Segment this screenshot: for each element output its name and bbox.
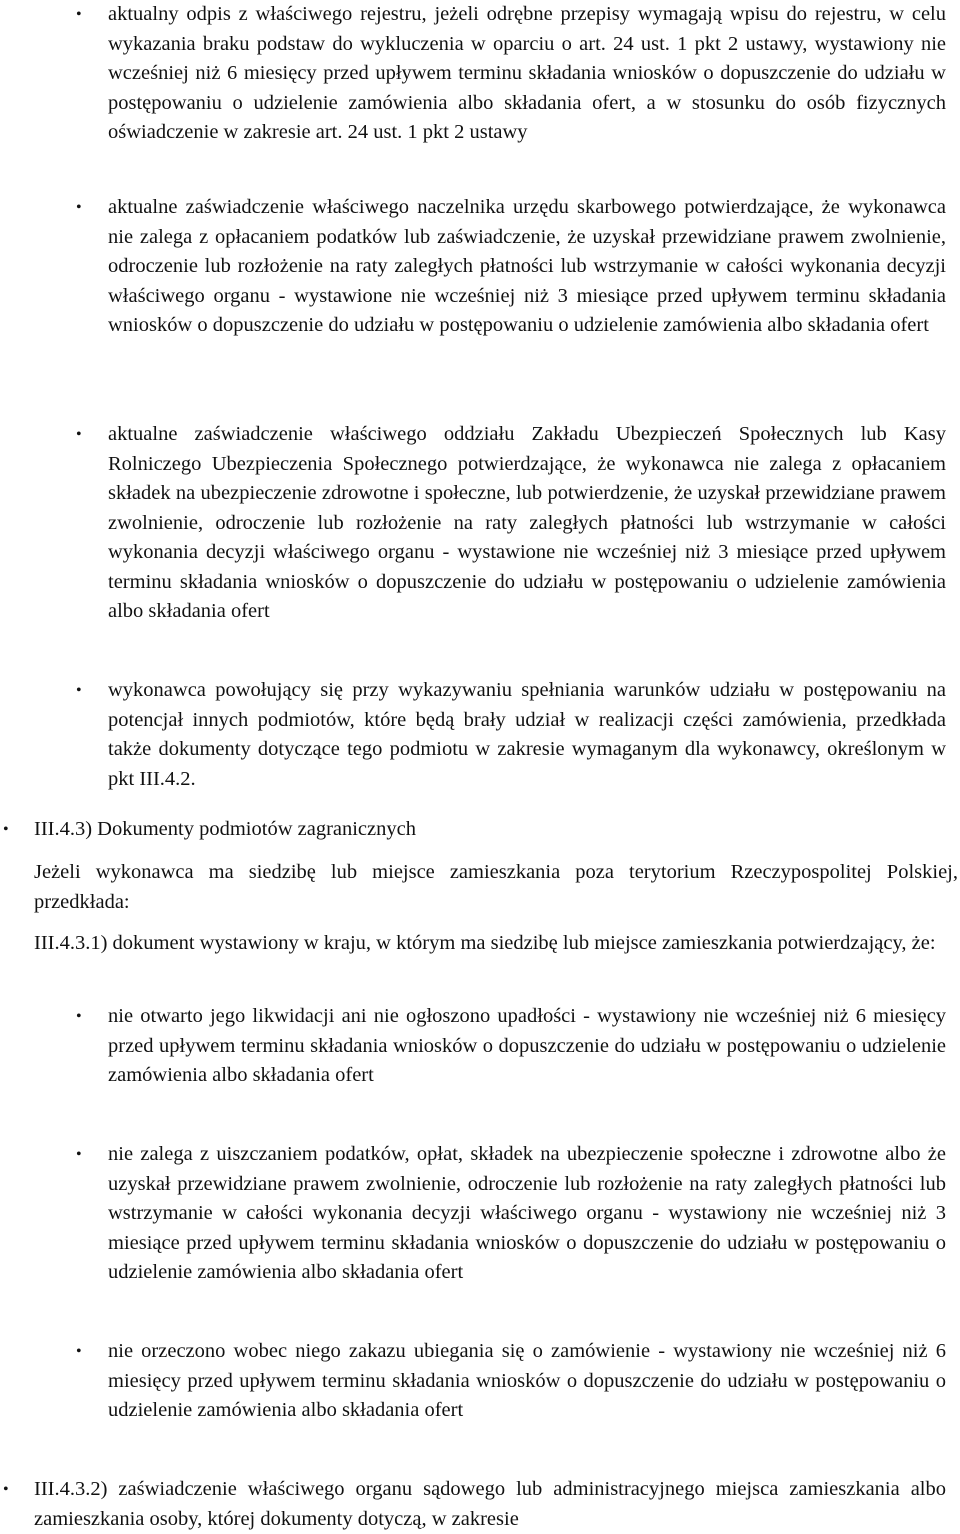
list-item-text: III.4.3.2) zaświadczenie właściwego organu sądowego lub administracyjnego miejsca zamieszkania albo zamieszkania osoby, której dokumenty dotyczą, w zakresie: [34, 1478, 946, 1530]
list-item-text: aktualne zaświadczenie właściwego oddziału Zakładu Ubezpieczeń Społecznych lub Kasy Rolniczego Ubezpieczenia Społecznego potwierdzające, że wykonawca nie zalega z opłacaniem składek na ubezpieczenie zdrowotne i społeczne, lub potwierdzenie, że uzyskał przewidziane prawem zwolnienie, odroczenie lub rozłożenie na raty zaległych płatności lub wstrzymanie w całości wykonania decyzji właściwego organu - wystawione nie wcześniej niż 3 miesiące przed upływem terminu składania wniosków o dopuszczenie do udziału w postępowaniu o udzielenie zamówienia albo składania ofert: [108, 423, 946, 622]
bullet-icon: •: [76, 1146, 82, 1163]
list-item-text: wykonawca powołujący się przy wykazywaniu spełniania warunków udziału w postępowaniu na potencjał innych podmiotów, które będą brały udział w realizacji części zamówienia, przedkłada także dokumenty dotyczące tego podmiotu w zakresie wymaganym dla wykonawcy, określonym w pkt III.4.2.: [108, 679, 946, 790]
bullet-icon: •: [76, 6, 82, 23]
list-item: [76, 1337, 946, 1426]
list-item-text: nie otwarto jego likwidacji ani nie ogłoszono upadłości - wystawiony nie wcześniej niż 6 miesięcy przed upływem terminu składania wniosków o dopuszczenie do udziału w postępowaniu o udzielenie zamówienia albo składania ofert: [108, 1005, 946, 1086]
intro-paragraph: Jeżeli wykonawca ma siedzibę lub miejsce zamieszkania poza terytorium Rzeczypospolitej Polskiej, przedkłada:: [34, 861, 958, 913]
list-item-text: aktualny odpis z właściwego rejestru, jeżeli odrębne przepisy wymagają wpisu do rejestru, w celu wykazania braku podstaw do wykluczenia w oparciu o art. 24 ust. 1 pkt 2 ustawy, wystawiony nie wcześniej niż 6 miesięcy przed upływem terminu składania wniosków o dopuszczenie do udziału w postępowaniu o udzielenie zamówienia albo składania ofert, a w stosunku do osób fizycznych oświadczenie w zakresie art. 24 ust. 1 pkt 2 ustawy: [108, 3, 946, 143]
bullet-icon: •: [76, 1343, 82, 1360]
list-item: [76, 420, 946, 627]
bullet-icon: •: [76, 426, 82, 443]
section-heading: [3, 815, 946, 845]
list-item: [76, 193, 946, 341]
bullet-icon: •: [76, 682, 82, 699]
bullet-icon: •: [3, 821, 9, 838]
list-item: [76, 0, 946, 148]
bullet-icon: •: [76, 1008, 82, 1025]
list-item-text: nie zalega z uiszczaniem podatków, opłat, składek na ubezpieczenie społeczne i zdrowotne albo że uzyskał przewidziane prawem zwolnienie, odroczenie lub rozłożenie na raty zaległych płatności lub wstrzymanie w całości wykonania decyzji właściwego organu - wystawiony nie wcześniej niż 3 miesiące przed upływem terminu składania wniosków o dopuszczenie do udziału w postępowaniu o udzielenie zamówienia albo składania ofert: [108, 1143, 946, 1283]
list-item: [76, 1002, 946, 1091]
section-heading-text: III.4.3) Dokumenty podmiotów zagranicznych: [34, 818, 416, 840]
list-item: [76, 1140, 946, 1288]
bullet-icon: •: [76, 199, 82, 216]
bullet-icon: •: [3, 1481, 9, 1498]
list-item: [3, 1475, 946, 1534]
list-item-text: aktualne zaświadczenie właściwego naczelnika urzędu skarbowego potwierdzające, że wykonawca nie zalega z opłacaniem podatków lub zaświadczenie, że uzyskał przewidziane prawem zwolnienie, odroczenie lub rozłożenie na raty zaległych płatności lub wstrzymanie w całości wykonania decyzji właściwego organu - wystawione nie wcześniej niż 3 miesiące przed upływem terminu składania wniosków o dopuszczenie do udziału w postępowaniu o udzielenie zamówienia albo składania ofert: [108, 196, 946, 336]
sub-heading: III.4.3.1) dokument wystawiony w kraju, w którym ma siedzibę lub miejsce zamieszkania potwierdzający, że:: [34, 932, 936, 954]
list-item: [76, 676, 946, 794]
list-item-text: nie orzeczono wobec niego zakazu ubiegania się o zamówienie - wystawiony nie wcześniej niż 6 miesięcy przed upływem terminu składania wniosków o dopuszczenie do udziału w postępowaniu o udzielenie zamówienia albo składania ofert: [108, 1340, 946, 1421]
